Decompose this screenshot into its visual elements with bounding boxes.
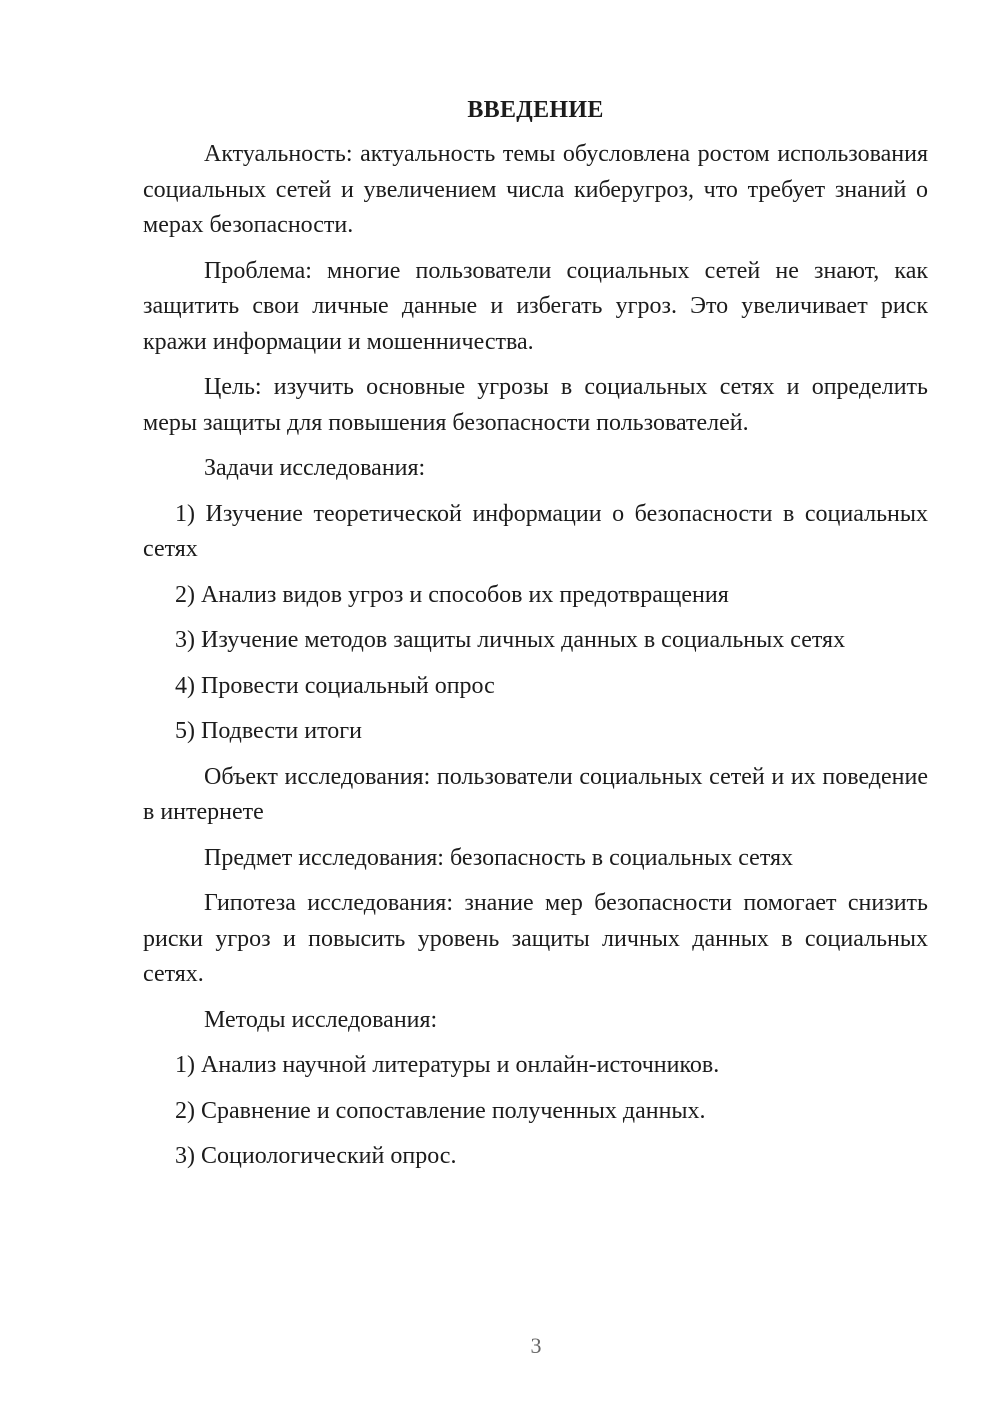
method-item-3: 3) Социологический опрос.	[175, 1143, 457, 1169]
page-title: ВВЕДЕНИЕ	[467, 97, 604, 123]
goal-paragraph: Цель: изучить основные угрозы в социальных сетях и определить меры защиты для повышения безопасности пользователей.	[143, 374, 928, 436]
tasks-heading: Задачи исследования:	[204, 455, 426, 481]
problem-paragraph: Проблема: многие пользователи социальных сетей не знают, как защитить свои личные данные и избегать угроз. Это увеличивает риск кражи информации и мошенничества.	[143, 257, 928, 355]
page-number: 3	[530, 1333, 542, 1358]
subject-paragraph: Предмет исследования: безопасность в социальных сетях	[204, 844, 794, 871]
task-item-4: 4) Провести социальный опрос	[175, 672, 495, 699]
document-page	[143, 95, 928, 1185]
task-item-1: 1) Изучение теоретической информации о безопасности в социальных сетях	[143, 500, 928, 562]
method-item-2: 2) Сравнение и сопоставление полученных данных.	[175, 1097, 706, 1124]
methods-heading: Методы исследования:	[204, 1006, 438, 1033]
object-paragraph: Объект исследования: пользователи социальных сетей и их поведение в интернете	[143, 763, 928, 825]
task-item-5: 5) Подвести итоги	[175, 718, 362, 744]
task-item-3: 3) Изучение методов защиты личных данных в социальных сетях	[175, 627, 846, 653]
hypothesis-paragraph: Гипотеза исследования: знание мер безопасности помогает снизить риски угроз и повысить уровень защиты личных данных в социальных сетях.	[143, 890, 928, 987]
task-item-2: 2) Анализ видов угроз и способов их предотвращения	[175, 581, 729, 608]
relevance-paragraph: Актуальность: актуальность темы обусловлена ростом использования социальных сетей и увеличением числа киберугроз, что требует знаний о мерах безопасности.	[143, 141, 928, 238]
method-item-1: 1) Анализ научной литературы и онлайн-источников.	[175, 1052, 720, 1078]
